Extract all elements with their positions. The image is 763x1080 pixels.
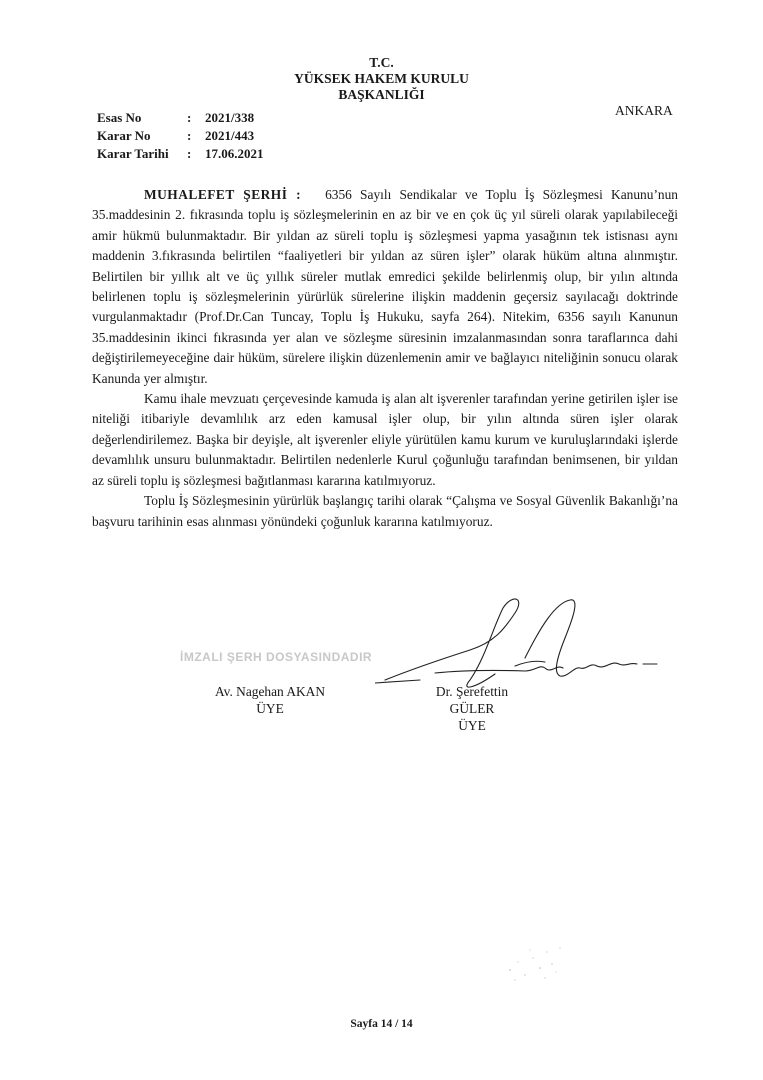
meta-colon: :	[187, 146, 192, 161]
document-header	[0, 55, 763, 103]
paragraph-3: Toplu İş Sözleşmesinin yürürlük başlangıç tarihi olarak “Çalışma ve Sosyal Güvenlik Bakanlığı’na başvuru tarihinin esas alınması yönündeki çoğunluk kararına katılmıyoruz.	[92, 493, 678, 529]
case-metadata	[97, 109, 305, 163]
meta-value: 17.06.2021	[205, 146, 264, 161]
meta-label: Esas No	[97, 110, 142, 125]
paragraph-1-text: 6356 Sayılı Sendikalar ve Toplu İş Sözleşmesi Kanunu’nun 35.maddesinin 2. fıkrasında toplu iş sözleşmelerinin en az bir ve en çok üç yıl süreli olarak yapılabileceği amir hükmü bulunmaktadır. Bir yıldan az süreli toplu iş sözleşmesi yapma yasağının tek istisnası aynı maddenin 3.fıkrasında belirtilen “faaliyetleri bir yıldan az süren işler” olarak hüküm altına alınmıştır. Belirtilen bir yıllık alt ve üç yıllık süreler mutlak emredici şekilde belirlenmiş olup, bir yılın altında belirlenen toplu iş sözleşmelerinin yürürlük sürelerine ilişkin maddenin geçersiz sayılacağı doktrinde vurgulanmaktadır (Prof.Dr.Can Tuncay, Toplu İş Hukuku, sayfa 264). Nitekim, 6356 sayılı Kanunun 35.maddesinin ikinci fıkrasında yer alan ve sözleşme süresinin imzalanmasından sonra taraflarınca dahi değiştirilemeyeceğine dair hüküm, sürelere ilişkin düzenlemenin amir ve bağlayıcı niteliğinin sonucu olarak Kanunda yer almıştır.	[92, 187, 678, 386]
signature-stamp: İMZALI ŞERH DOSYASINDADIR	[180, 650, 373, 664]
city-label: ANKARA	[615, 103, 673, 118]
meta-colon: :	[187, 110, 192, 125]
signatory-name: Av. Nagehan AKAN	[214, 684, 326, 699]
meta-row-esas	[97, 109, 305, 127]
meta-row-karar-tarihi	[97, 145, 305, 163]
handwritten-signature	[375, 588, 665, 698]
meta-label: Karar No	[97, 128, 151, 143]
header-tc: T.C.	[369, 55, 394, 70]
signatory-name: Dr. Şerefettin GÜLER	[435, 684, 509, 716]
paragraph-1	[92, 185, 678, 389]
meta-value: 2021/443	[205, 128, 255, 143]
header-institution: YÜKSEK HAKEM KURULU	[294, 71, 469, 86]
dissent-body	[92, 185, 678, 532]
paragraph-2: Kamu ihale mevzuatı çerçevesinde kamuda iş alan alt işverenler tarafından yerine getirilen işler ise niteliği itibariyle devamlılık arz eden kamusal işler olup, bir yılın altında süren işler olarak değerlendirilemez. Başka bir deyişle, alt işverenler eliyle yürütülen kamu kurum ve kuruluşlarındaki işlerde devamlılık unsuru bulunmaktadır. Belirtilen nedenlerle Kurul çoğunluğu tarafından benimsenen, bir yıldan az süreli toplu iş sözleşmesi bağıtlanması kararına katılmıyoruz.	[92, 391, 678, 488]
dissent-heading: MUHALEFET ŞERHİ :	[144, 187, 302, 202]
meta-value: 2021/338	[205, 110, 255, 125]
signatory-left	[200, 683, 340, 717]
meta-label: Karar Tarihi	[97, 146, 169, 161]
meta-row-karar	[97, 127, 305, 145]
page-number: Sayfa 14 / 14	[350, 1018, 413, 1030]
scan-speckles	[500, 940, 580, 990]
signatory-title: ÜYE	[458, 718, 486, 733]
signatory-title: ÜYE	[256, 701, 284, 716]
signatory-right	[412, 683, 532, 734]
header-department: BAŞKANLIĞI	[338, 87, 425, 102]
meta-colon: :	[187, 128, 192, 143]
